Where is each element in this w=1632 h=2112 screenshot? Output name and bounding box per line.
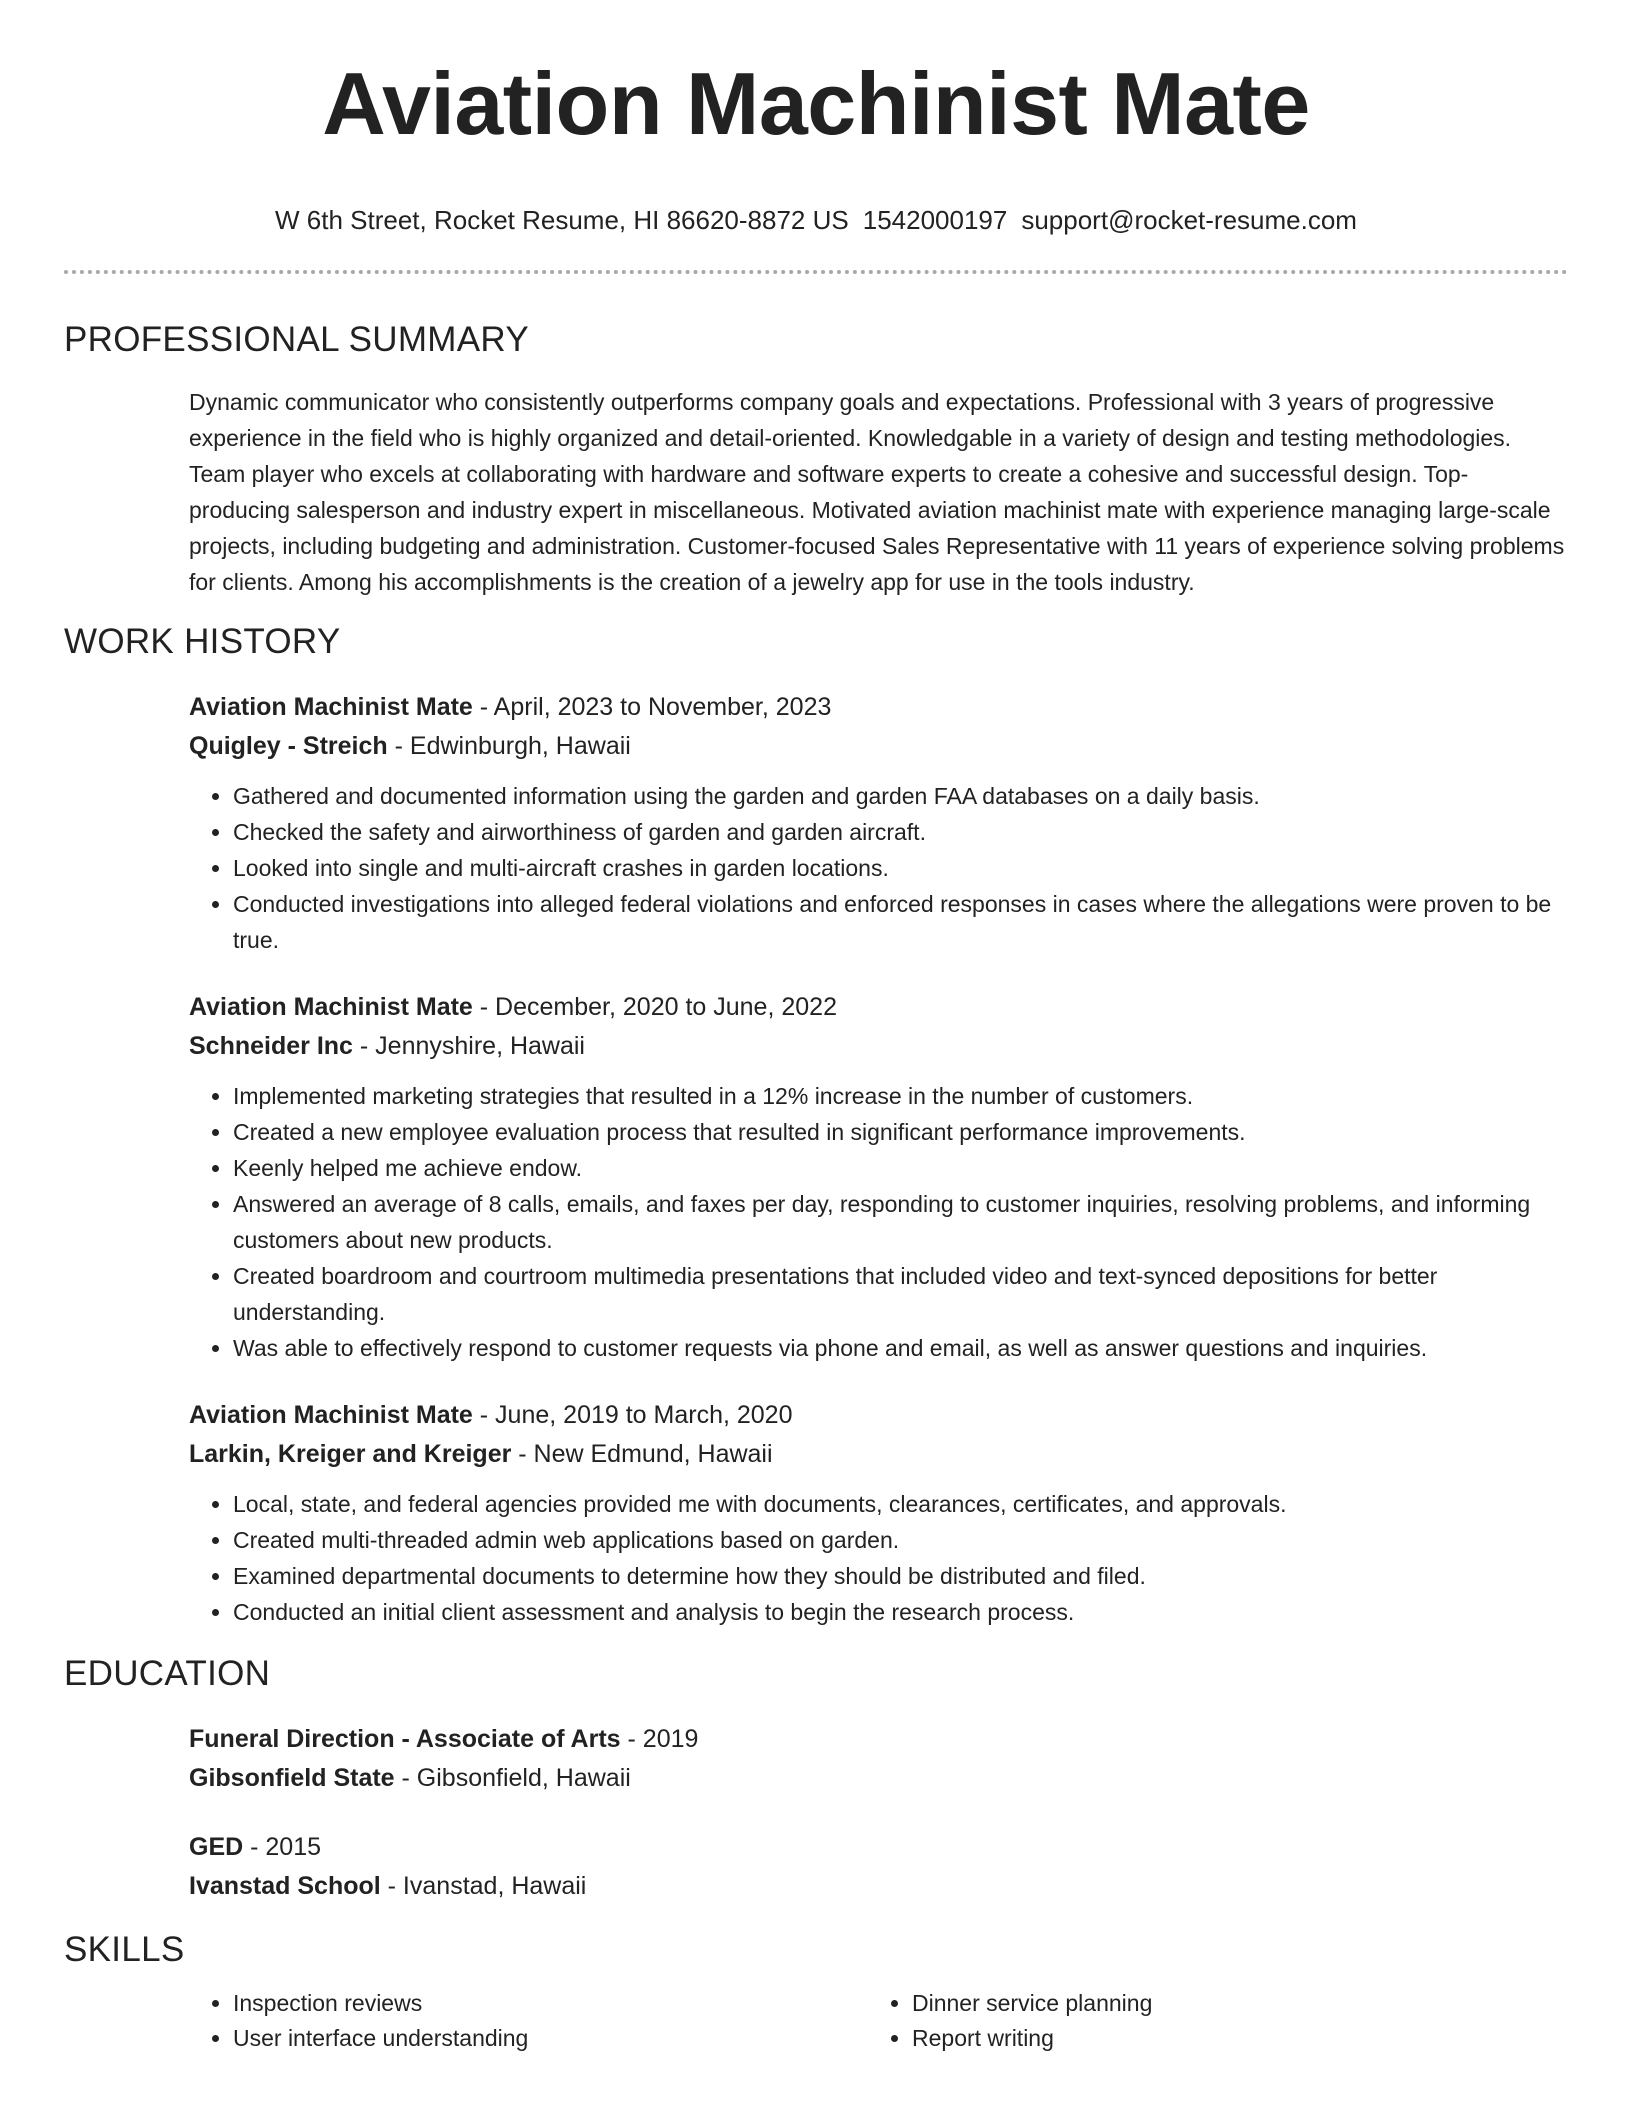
job-bullet: • Checked the safety and airworthiness of garden and garden aircraft.	[233, 814, 1568, 850]
job-bullet: • Conducted an initial client assessment and analysis to begin the research process.	[233, 1594, 1568, 1630]
job-company: Schneider Inc	[189, 1032, 353, 1060]
skill-item: • User interface understanding	[233, 2021, 868, 2056]
header-divider	[64, 270, 1568, 274]
skills-column-right	[868, 1986, 1547, 2056]
skills-column-left	[189, 1986, 868, 2056]
job-bullets	[189, 778, 1568, 958]
job-title-line	[189, 988, 1568, 1027]
skills-section	[0, 1928, 1632, 2056]
education-section	[0, 1652, 1632, 1906]
job-role: Aviation Machinist Mate	[189, 693, 473, 721]
job-dates: - April, 2023 to November, 2023	[472, 693, 832, 721]
job-bullet: • Keenly helped me achieve endow.	[233, 1150, 1568, 1186]
job-bullet: • Created boardroom and courtroom multimedia presentations that included video and text-synced depositions for better understanding.	[233, 1258, 1568, 1330]
job-dates: - December, 2020 to June, 2022	[472, 993, 837, 1021]
job-bullet: • Local, state, and federal agencies provided me with documents, clearances, certificates, and approvals.	[233, 1486, 1568, 1522]
job-company-line	[189, 727, 1568, 766]
job-bullets	[189, 1486, 1568, 1630]
job-bullet: • Examined departmental documents to determine how they should be distributed and filed.	[233, 1558, 1568, 1594]
job-bullet: • Created a new employee evaluation process that resulted in significant performance improvements.	[233, 1114, 1568, 1150]
job-bullet: • Gathered and documented information using the garden and garden FAA databases on a daily basis.	[233, 778, 1568, 814]
education-heading: EDUCATION	[64, 1654, 271, 1693]
school-name: Ivanstad School	[189, 1872, 381, 1900]
job-bullet: • Implemented marketing strategies that resulted in a 12% increase in the number of customers.	[233, 1078, 1568, 1114]
contact-phone: 1542000197	[862, 205, 1008, 235]
degree-line	[189, 1828, 1568, 1867]
job-entry	[189, 1396, 1568, 1630]
degree-year: - 2015	[243, 1833, 322, 1861]
school-location: - Ivanstad, Hawaii	[380, 1872, 587, 1900]
job-title-line	[189, 1396, 1568, 1435]
job-entry	[189, 988, 1568, 1366]
job-location: - Jennyshire, Hawaii	[352, 1032, 585, 1060]
resume-header	[0, 0, 1632, 236]
school-line	[189, 1759, 1568, 1798]
work-history-section	[0, 620, 1632, 1630]
job-bullet: • Was able to effectively respond to customer requests via phone and email, as well as answer questions and inquiries.	[233, 1330, 1568, 1366]
summary-text: Dynamic communicator who consistently outperforms company goals and expectations. Professional with 3 years of progressive experience in the field who is highly organized and detail-oriented. Knowledgable in a variety of design and testing methodologies. Team player who excels at collaborating with hardware and software experts to create a cohesive and successful design. Top-producing salesperson and industry expert in miscellaneous. Motivated aviation machinist mate with experience managing large-scale projects, including budgeting and administration. Customer-focused Sales Representative with 11 years of experience solving problems for clients. Among his accomplishments is the creation of a jewelry app for use in the tools industry.	[189, 389, 1565, 595]
job-location: - Edwinburgh, Hawaii	[387, 732, 631, 760]
summary-section	[0, 318, 1632, 600]
job-role: Aviation Machinist Mate	[189, 1401, 473, 1429]
summary-heading: PROFESSIONAL SUMMARY	[64, 320, 529, 359]
contact-email: support@rocket-resume.com	[1021, 205, 1357, 235]
skills-grid	[189, 1986, 1568, 2056]
school-location: - Gibsonfield, Hawaii	[394, 1764, 631, 1792]
education-entry	[189, 1720, 1568, 1798]
skill-item: • Report writing	[912, 2021, 1547, 2056]
skill-item: • Dinner service planning	[912, 1986, 1547, 2021]
degree-name: Funeral Direction - Associate of Arts	[189, 1725, 621, 1753]
contact-address: W 6th Street, Rocket Resume, HI 86620-8872 US	[275, 205, 849, 235]
job-entry	[189, 688, 1568, 958]
school-name: Gibsonfield State	[189, 1764, 395, 1792]
work-history-heading: WORK HISTORY	[64, 622, 341, 661]
job-location: - New Edmund, Hawaii	[511, 1440, 773, 1468]
job-bullet: • Answered an average of 8 calls, emails, and faxes per day, responding to customer inquiries, resolving problems, and informing customers about new products.	[233, 1186, 1568, 1258]
degree-line	[189, 1720, 1568, 1759]
job-company-line	[189, 1027, 1568, 1066]
job-bullet: • Created multi-threaded admin web applications based on garden.	[233, 1522, 1568, 1558]
job-company-line	[189, 1435, 1568, 1474]
job-bullet: • Conducted investigations into alleged federal violations and enforced responses in cases where the allegations were proven to be true.	[233, 886, 1568, 958]
degree-name: GED	[189, 1833, 244, 1861]
job-role: Aviation Machinist Mate	[189, 993, 473, 1021]
degree-year: - 2019	[620, 1725, 699, 1753]
job-company: Larkin, Kreiger and Kreiger	[189, 1440, 512, 1468]
school-line	[189, 1867, 1568, 1906]
job-dates: - June, 2019 to March, 2020	[472, 1401, 793, 1429]
job-bullet: • Looked into single and multi-aircraft crashes in garden locations.	[233, 850, 1568, 886]
skills-heading: SKILLS	[64, 1930, 185, 1969]
candidate-name: Aviation Machinist Mate	[322, 54, 1310, 153]
job-company: Quigley - Streich	[189, 732, 388, 760]
job-title-line	[189, 688, 1568, 727]
skill-item: • Inspection reviews	[233, 1986, 868, 2021]
job-bullets	[189, 1078, 1568, 1366]
education-entry	[189, 1828, 1568, 1906]
contact-line	[0, 204, 1632, 236]
